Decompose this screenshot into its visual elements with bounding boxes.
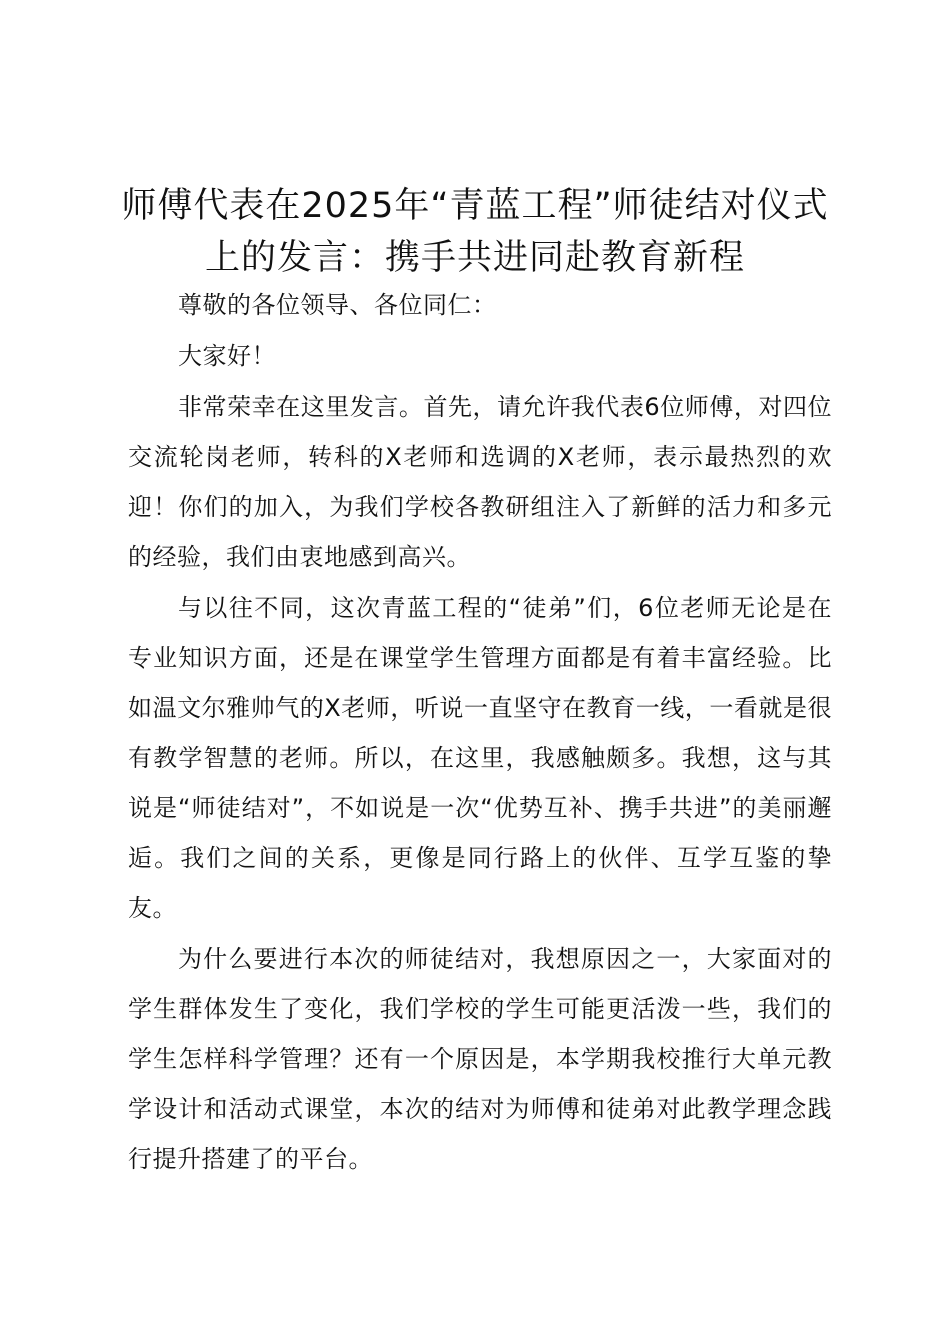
- salutation-paragraph: 尊敬的各位领导、各位同仁：: [178, 291, 497, 319]
- body-paragraph: 非常荣幸在这里发言。首先，请允许我代表6位师傅，对四位交流轮岗老师，转科的X老师和选调的X老师，表示最热烈的欢迎！你们的加入，为我们学校各教研组注入了新鲜的活力和多元的经验，我们由衷地感到高兴。: [128, 393, 832, 571]
- body-paragraph: 与以往不同，这次青蓝工程的“徒弟”们，6位老师无论是在专业知识方面，还是在课堂学生管理方面都是有着丰富经验。比如温文尔雅帅气的X老师，听说一直坚守在教育一线，一看就是很有教学智慧的老师。所以，在这里，我感触颇多。我想，这与其说是“师徒结对”，不如说是一次“优势互补、携手共进”的美丽邂逅。我们之间的关系，更像是同行路上的伙伴、互学互鉴的挚友。: [128, 594, 832, 922]
- greeting-paragraph: 大家好！: [178, 342, 276, 370]
- document-title: 师傅代表在2025年“青蓝工程”师徒结对仪式上的发言：携手共进同赴教育新程: [121, 186, 829, 278]
- body-paragraph: 为什么要进行本次的师徒结对，我想原因之一，大家面对的学生群体发生了变化，我们学校的学生可能更活泼一些，我们的学生怎样科学管理？还有一个原因是，本学期我校推行大单元教学设计和活动式课堂，本次的结对为师傅和徒弟对此教学理念践行提升搭建了的平台。: [128, 945, 832, 1173]
- document-body: [128, 280, 832, 1185]
